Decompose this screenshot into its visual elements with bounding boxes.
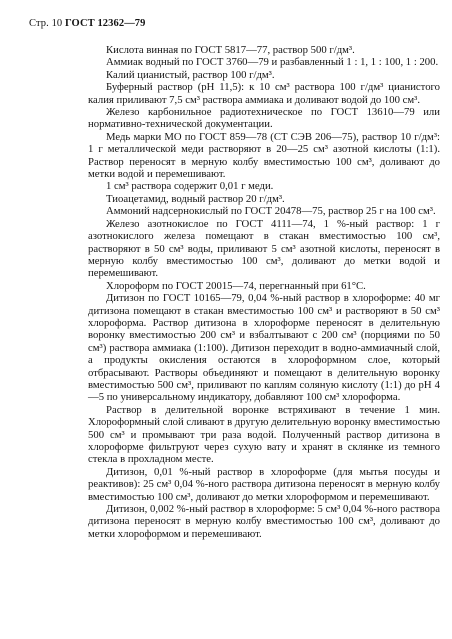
document-body <box>88 44 440 540</box>
paragraph-buffer-solution: Буферный раствор (рН 11,5): к 10 см³ раствора 100 г/дм³ цианистого калия приливают 7,5 см³ раствора аммиака и доливают водой до 100 см³. <box>88 81 440 106</box>
paragraph-dithizone-004: Дитизон по ГОСТ 10165—79, 0,04 %-ный раствор в хлороформе: 40 мг дитизона помещают в стакан вместимостью 100 см³ и растворяют в 50 см³ хлороформа. Раствор дитизона в хлороформе переносят в делительную воронку вместимостью 200 см³ и взбалтывают с 200 см³ (порциями по 50 см³) раствора аммиака (1:100). Дитизон переходит в водно-аммиачный слой, а продукты окисления остаются в хлороформном слое, который отбрасывают. Растворы объединяют и помещают в делительную воронку вместимостью 500 см³, приливают по каплям соляную кислоту (1:1) до рН 4—5 по универсальному индикатору, добавляют 100 см³ хлороформа. <box>88 292 440 404</box>
paragraph-iron-nitrate: Железо азотнокислое по ГОСТ 4111—74, 1 %-ный раствор: 1 г азотнокислого железа помещают в стакан вместимостью 100 см³, растворяют в 50 см³ воды, приливают 5 см³ азотной кислоты, переносят в мерную колбу вместимостью 100 см³, доливают до метки водой и перемешивают. <box>88 217 440 280</box>
paragraph-thioacetamide: Тиоацетамид, водный раствор 20 г/дм³. <box>106 192 285 205</box>
paragraph-dithizone-001: Дитизон, 0,01 %-ный раствор в хлороформе (для мытья посуды и реактивов): 25 см³ 0,04 %-ного раствора дитизона переносят в мерную колбу вместимостью 100 см³, доливают до метки хлороформом и перемешивают. <box>88 465 440 503</box>
paragraph-potassium-cyanide: Калий цианистый, раствор 100 г/дм³. <box>106 68 275 81</box>
paragraph-tartaric-acid: Кислота винная по ГОСТ 5817—77, раствор 500 г/дм³. <box>106 44 355 56</box>
paragraph-carbonyl-iron: Железо карбонильное радиотехническое по ГОСТ 13610—79 или нормативно-технической документации. <box>88 106 440 131</box>
paragraph-dithizone-0002: Дитизон, 0,002 %-ный раствор в хлороформе: 5 см³ 0,04 %-ного раствора дитизона переносят в мерную колбу вместимостью 100 см³, доливают до метки хлороформом и перемешивают. <box>88 503 440 540</box>
page-number: Стр. 10 <box>29 18 63 29</box>
standard-number: ГОСТ 12362—79 <box>65 18 146 29</box>
paragraph-ammonia: Аммиак водный по ГОСТ 3760—79 и разбавленный 1 : 1, 1 : 100, 1 : 200. <box>106 56 439 69</box>
page-header <box>29 18 146 29</box>
paragraph-separatory-funnel: Раствор в делительной воронке встряхивают в течение 1 мин. Хлороформный слой сливают в другую делительную воронку вместимостью 500 см³ и промывают три раза водой. Полученный раствор дитизона в хлороформе фильтруют через сухую вату и хранят в склянке из темного стекла в прохладном месте. <box>88 403 440 466</box>
paragraph-copper: Медь марки МО по ГОСТ 859—78 (СТ СЭВ 206—75), раствор 10 г/дм³: 1 г металлической меди растворяют в 20—25 см³ азотной кислоты (1:1). Раствор переносят в мерную колбу вместимостью 100 см³, доливают до метки водой и перемешивают. <box>88 130 440 181</box>
paragraph-copper-content: 1 см³ раствора содержит 0,01 г меди. <box>106 180 274 193</box>
paragraph-ammonium-persulfate: Аммоний надсернокислый по ГОСТ 20478—75, раствор 25 г на 100 см³. <box>106 205 436 218</box>
paragraph-chloroform: Хлороформ по ГОСТ 20015—74, перегнанный при 61°С. <box>106 279 366 292</box>
